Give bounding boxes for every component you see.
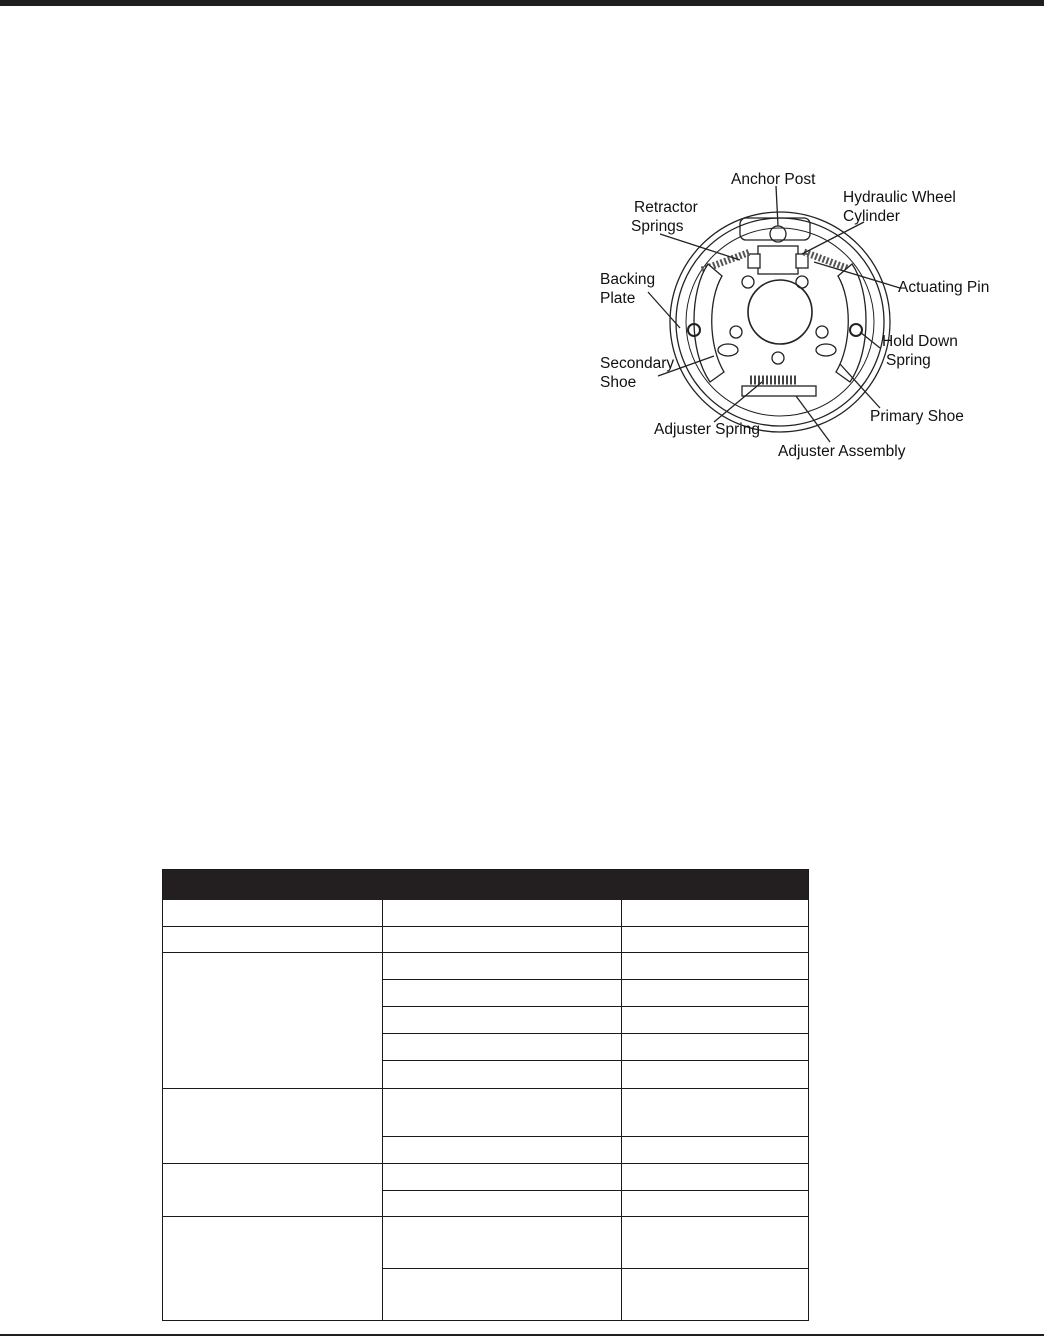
retractor-spring-right [804, 252, 852, 270]
spec-table [162, 869, 809, 1321]
label-retractor-springs: Springs [631, 218, 684, 235]
row-divider [163, 952, 808, 953]
label-secondary-shoe: Secondary [600, 355, 675, 372]
wheel-cylinder [758, 246, 798, 274]
row-divider [382, 979, 808, 980]
leader-anchor-post [776, 186, 778, 226]
row-divider [163, 1088, 808, 1089]
row-divider [382, 1190, 808, 1191]
plate-opening [816, 344, 836, 356]
leader-adjuster-spring [714, 382, 762, 422]
label-actuating-pin: Actuating Pin [898, 279, 990, 296]
row-divider [382, 1033, 808, 1034]
label-anchor-post: Anchor Post [731, 171, 816, 188]
label-hydraulic-wheel-cylinder: Cylinder [843, 208, 900, 225]
row-divider [163, 1163, 808, 1164]
hub [748, 280, 812, 344]
leader-backing-plate [648, 292, 680, 328]
row-divider [163, 1216, 808, 1217]
row-divider [163, 926, 808, 927]
label-primary-shoe: Primary Shoe [870, 408, 964, 425]
wheel-cylinder-piston [796, 254, 808, 268]
wheel-cylinder-piston [748, 254, 760, 268]
label-adjuster-spring: Adjuster Spring [654, 421, 760, 438]
top-rule [0, 0, 1044, 6]
label-backing-plate: Backing [600, 271, 656, 288]
row-divider [382, 1268, 808, 1269]
anchor-post-housing [740, 218, 810, 240]
adjuster-assembly [742, 386, 816, 396]
leader-adjuster-assembly [796, 396, 830, 442]
secondary-shoe [694, 264, 724, 382]
lug-hole [796, 276, 808, 288]
brake-assembly-diagram [590, 160, 1010, 470]
row-divider [382, 1060, 808, 1061]
lug-hole [742, 276, 754, 288]
lug-hole [772, 352, 784, 364]
row-divider [382, 1136, 808, 1137]
label-hold-down-spring: Spring [886, 352, 931, 369]
label-retractor-springs: Retractor [634, 199, 698, 216]
column-divider [382, 900, 383, 1321]
bottom-rule [0, 1334, 1044, 1336]
label-adjuster-assembly: Adjuster Assembly [778, 443, 906, 460]
label-backing-plate: Plate [600, 290, 636, 307]
lug-hole [730, 326, 742, 338]
lug-hole [816, 326, 828, 338]
row-divider [382, 1006, 808, 1007]
table-header [163, 870, 808, 900]
plate-opening [718, 344, 738, 356]
column-divider [621, 900, 622, 1321]
label-hold-down-spring: Hold Down [882, 333, 958, 350]
label-secondary-shoe: Shoe [600, 374, 637, 391]
label-hydraulic-wheel-cylinder: Hydraulic Wheel [843, 189, 956, 206]
